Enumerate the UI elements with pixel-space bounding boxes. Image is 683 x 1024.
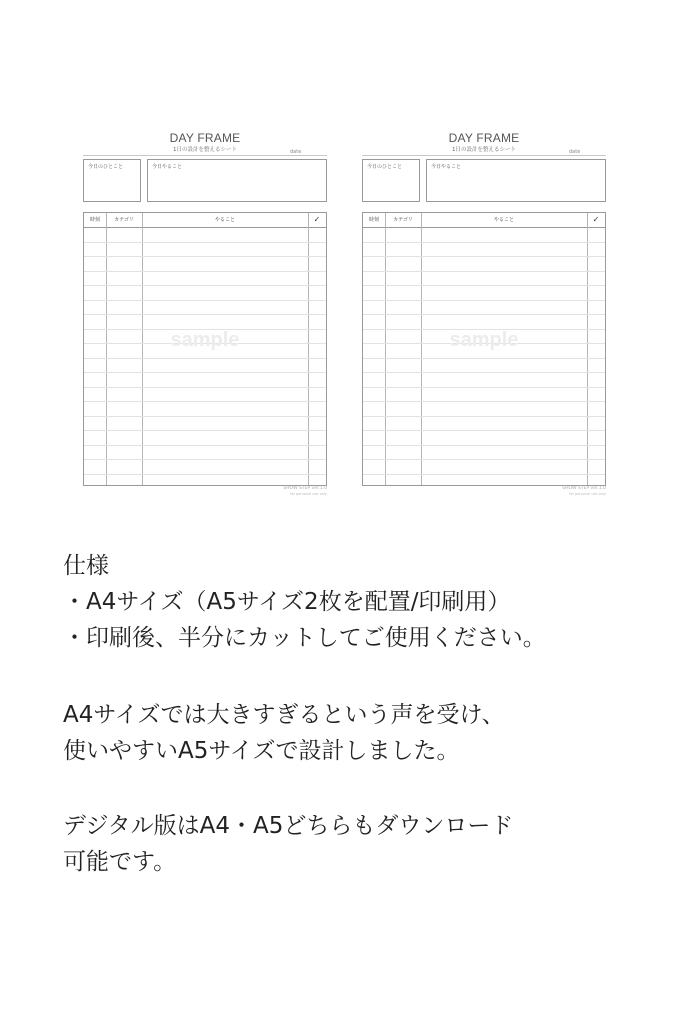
today-todo-label: 今日やること [431, 164, 462, 170]
table-row-line [363, 445, 605, 446]
sheet-subtitle: 1日の設計を整えるシート [172, 147, 237, 153]
sample-watermark: sample [170, 329, 240, 351]
table-row-line [84, 314, 326, 315]
table-row-line [363, 387, 605, 388]
table-row-line [84, 387, 326, 388]
today-word-label: 今日のひとこと [367, 164, 403, 170]
column-header-todo: やること [214, 217, 235, 223]
digital-paragraph [63, 808, 663, 880]
table-header-rule [363, 227, 605, 228]
story-line: A4サイズでは大きすぎるという声を受け、 [63, 702, 505, 728]
today-todo-box [147, 159, 327, 202]
spec-item: ・印刷後、半分にカットしてご使用ください。 [63, 625, 546, 651]
column-header-todo: やること [493, 217, 514, 223]
table-header-rule [84, 227, 326, 228]
check-icon: ✓ [313, 215, 321, 224]
footer-brand: SHOW STEP ver.1.0 [283, 486, 327, 491]
today-todo-box [426, 159, 606, 202]
sheet-subtitle: 1日の設計を整えるシート [451, 147, 516, 153]
table-row-line [84, 271, 326, 272]
table-row-line [363, 285, 605, 286]
table-row-line [84, 416, 326, 417]
table-row-line [363, 300, 605, 301]
table-row-line [363, 416, 605, 417]
sheet-title: DAY FRAME [448, 131, 520, 145]
story-line: 使いやすいA5サイズで設計しました。 [63, 738, 460, 764]
column-header-category: カテゴリ [393, 217, 413, 223]
table-row-line [84, 401, 326, 402]
date-label: date [290, 149, 302, 155]
footer-note: for personal use only [569, 492, 606, 496]
table-row-line [363, 372, 605, 373]
table-row-line [363, 271, 605, 272]
table-row-line [84, 459, 326, 460]
table-row-line [363, 256, 605, 257]
date-label: date [569, 149, 581, 155]
table-row-line [363, 474, 605, 475]
specs-section [63, 548, 663, 656]
story-paragraph [63, 697, 663, 769]
table-row-line [363, 314, 605, 315]
today-todo-label: 今日やること [152, 164, 183, 170]
header-rule [83, 155, 327, 156]
column-header-category: カテゴリ [114, 217, 134, 223]
today-word-label: 今日のひとこと [88, 164, 124, 170]
table-row-line [363, 401, 605, 402]
sheet-title: DAY FRAME [169, 131, 241, 145]
footer-note: for personal use only [290, 492, 327, 496]
column-header-time: 時刻 [368, 217, 379, 223]
table-row-line [84, 474, 326, 475]
spec-item: ・A4サイズ（A5サイズ2枚を配置/印刷用） [63, 589, 511, 615]
digital-line: デジタル版はA4・A5どちらもダウンロード [63, 813, 514, 839]
header-rule [362, 155, 606, 156]
table-row-line [84, 445, 326, 446]
table-row-line [84, 358, 326, 359]
table-row-line [84, 300, 326, 301]
sheet-preview-left [83, 125, 327, 500]
table-row-line [84, 430, 326, 431]
table-row-line [363, 358, 605, 359]
today-word-box [83, 159, 141, 202]
check-icon: ✓ [592, 215, 600, 224]
today-word-box [362, 159, 420, 202]
digital-line: 可能です。 [63, 849, 177, 875]
table-row-line [84, 285, 326, 286]
column-header-time: 時刻 [89, 217, 100, 223]
sheet-preview-right [362, 125, 606, 500]
table-row-line [363, 459, 605, 460]
table-row-line [84, 256, 326, 257]
table-row-line [84, 242, 326, 243]
table-row-line [84, 372, 326, 373]
table-row-line [363, 242, 605, 243]
specs-heading: 仕様 [63, 553, 109, 579]
footer-brand: SHOW STEP ver.1.0 [562, 486, 606, 491]
sample-watermark: sample [449, 329, 519, 351]
table-row-line [363, 430, 605, 431]
